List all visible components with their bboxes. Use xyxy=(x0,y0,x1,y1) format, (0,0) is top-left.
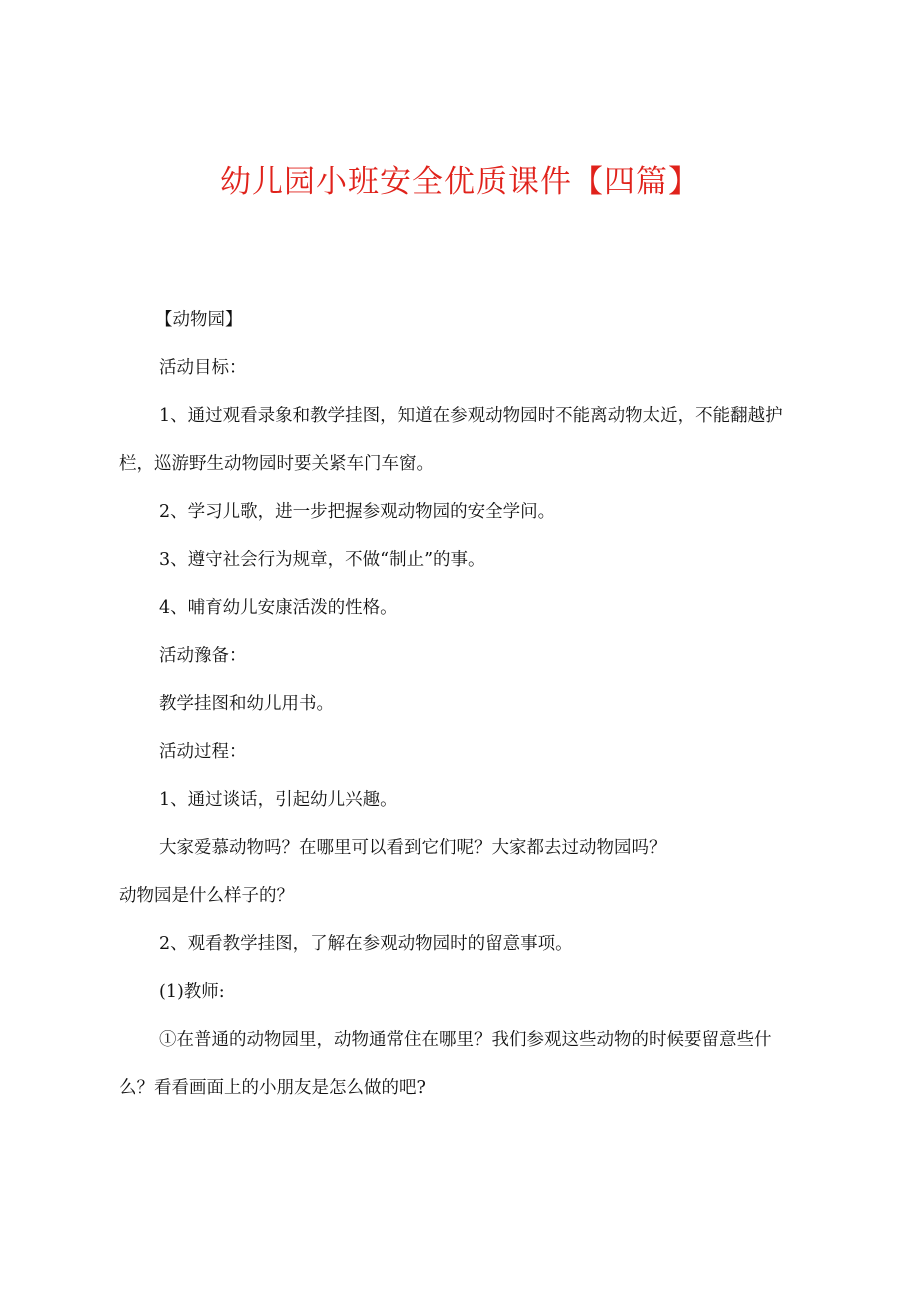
paragraph-teacher-question-line-1: ①在普通的动物园里，动物通常住在哪里？我们参观这些动物的时候要留意些什 xyxy=(159,1030,772,1050)
paragraph-goal-3: 3、遵守社会行为规章，不做“制止”的事。 xyxy=(159,550,486,570)
paragraph-process-step-1: 1、通过谈话，引起幼儿兴趣。 xyxy=(159,790,398,810)
paragraph-preparation-heading: 活动豫备： xyxy=(159,646,247,666)
paragraph-goal-2: 2、学习儿歌，进一步把握参观动物园的安全学问。 xyxy=(159,502,556,522)
section-heading-zoo: 【动物园】 xyxy=(155,310,243,330)
paragraph-goal-1-line-2: 栏，巡游野生动物园时要关紧车门车窗。 xyxy=(119,454,434,474)
paragraph-process-heading: 活动过程： xyxy=(159,742,247,762)
paragraph-activity-goals-heading: 活动目标： xyxy=(159,358,247,378)
paragraph-teacher-question-line-2: 么？看看画面上的小朋友是怎么做的吧? xyxy=(119,1078,426,1098)
paragraph-teacher-label: (1)教师: xyxy=(159,982,225,1002)
paragraph-goal-1-line-1: 1、通过观看录象和教学挂图，知道在参观动物园时不能离动物太近，不能翻越护 xyxy=(159,406,783,426)
document-body xyxy=(119,296,819,1112)
document-title: 幼儿园小班安全优质课件【四篇】 xyxy=(220,164,700,200)
paragraph-conversation-line-2: 动物园是什么样子的？ xyxy=(119,886,294,906)
paragraph-process-step-2: 2、观看教学挂图，了解在参观动物园时的留意事项。 xyxy=(159,934,573,954)
paragraph-preparation-content: 教学挂图和幼儿用书。 xyxy=(159,694,334,714)
paragraph-goal-4: 4、哺育幼儿安康活泼的性格。 xyxy=(159,598,398,618)
paragraph-conversation-line-1: 大家爱慕动物吗？在哪里可以看到它们呢？大家都去过动物园吗？ xyxy=(159,838,667,858)
